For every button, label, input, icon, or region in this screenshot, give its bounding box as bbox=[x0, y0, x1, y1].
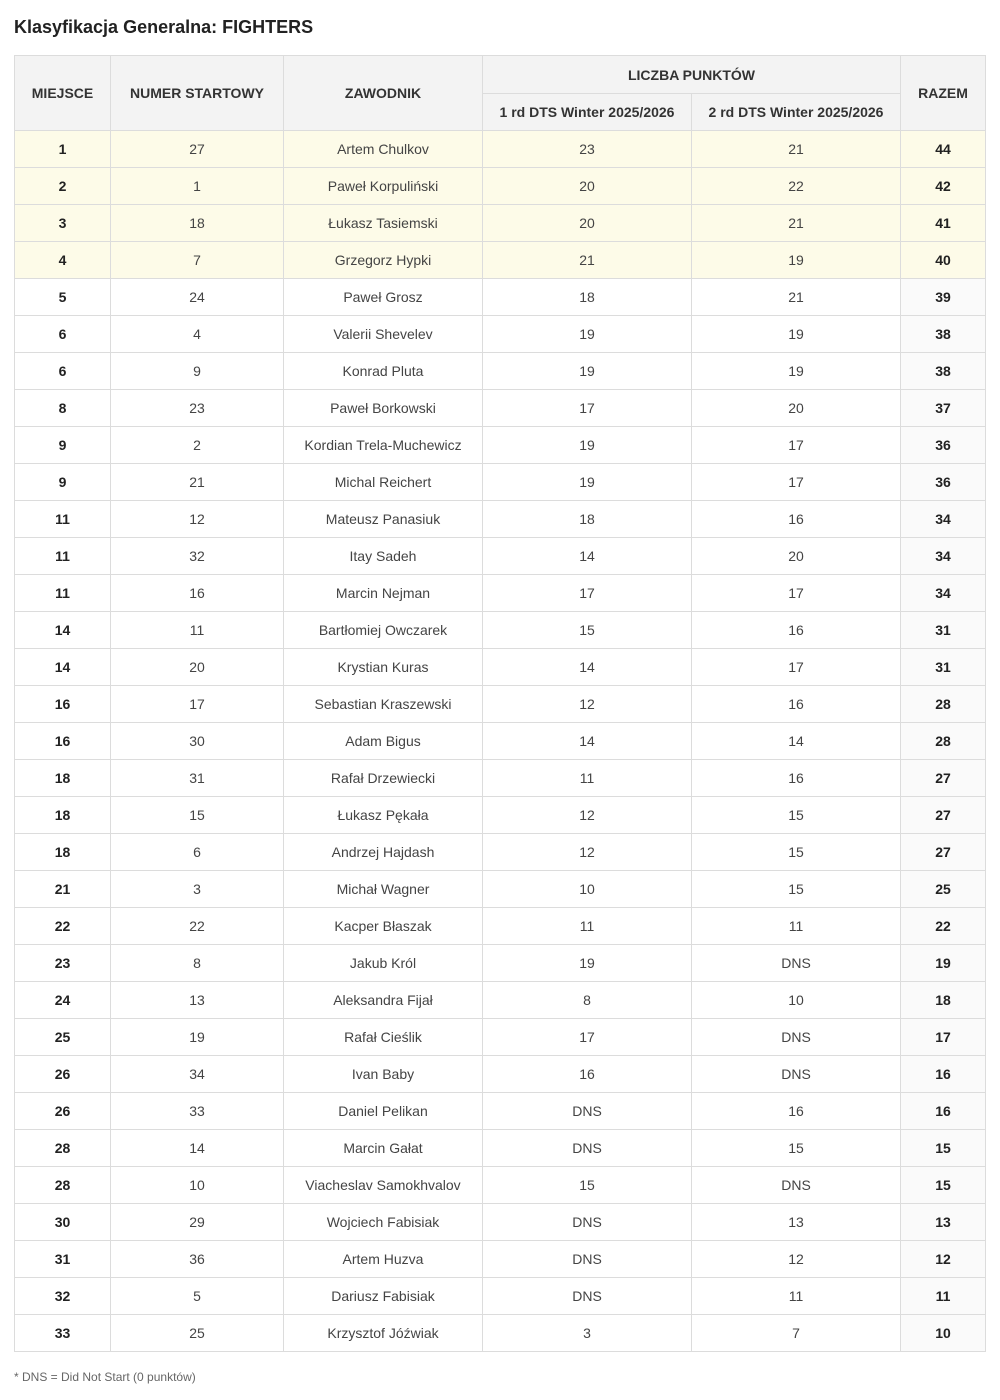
cell-place: 26 bbox=[15, 1056, 111, 1093]
cell-round1: 11 bbox=[483, 760, 692, 797]
cell-start-number: 5 bbox=[111, 1278, 284, 1315]
cell-round2: 20 bbox=[692, 390, 901, 427]
cell-round1: 17 bbox=[483, 575, 692, 612]
header-row bbox=[15, 56, 986, 94]
cell-competitor: Łukasz Pękała bbox=[284, 797, 483, 834]
table-row bbox=[15, 1241, 986, 1278]
cell-total: 25 bbox=[901, 871, 986, 908]
cell-place: 31 bbox=[15, 1241, 111, 1278]
cell-round1: 3 bbox=[483, 1315, 692, 1352]
cell-round1: 10 bbox=[483, 871, 692, 908]
table-row bbox=[15, 242, 986, 279]
cell-total: 27 bbox=[901, 834, 986, 871]
cell-competitor: Grzegorz Hypki bbox=[284, 242, 483, 279]
table-row bbox=[15, 686, 986, 723]
cell-start-number: 19 bbox=[111, 1019, 284, 1056]
cell-start-number: 24 bbox=[111, 279, 284, 316]
cell-total: 12 bbox=[901, 1241, 986, 1278]
cell-round1: 16 bbox=[483, 1056, 692, 1093]
cell-start-number: 29 bbox=[111, 1204, 284, 1241]
cell-competitor: Sebastian Kraszewski bbox=[284, 686, 483, 723]
cell-round2: 19 bbox=[692, 353, 901, 390]
cell-total: 22 bbox=[901, 908, 986, 945]
table-row bbox=[15, 427, 986, 464]
cell-round2: 16 bbox=[692, 501, 901, 538]
cell-place: 8 bbox=[15, 390, 111, 427]
cell-total: 34 bbox=[901, 538, 986, 575]
cell-round2: 15 bbox=[692, 834, 901, 871]
cell-competitor: Artem Huzva bbox=[284, 1241, 483, 1278]
cell-competitor: Michał Wagner bbox=[284, 871, 483, 908]
cell-round1: 12 bbox=[483, 834, 692, 871]
cell-start-number: 22 bbox=[111, 908, 284, 945]
cell-competitor: Rafał Cieślik bbox=[284, 1019, 483, 1056]
table-row bbox=[15, 834, 986, 871]
cell-place: 9 bbox=[15, 427, 111, 464]
cell-competitor: Marcin Nejman bbox=[284, 575, 483, 612]
cell-place: 22 bbox=[15, 908, 111, 945]
cell-place: 16 bbox=[15, 723, 111, 760]
table-row bbox=[15, 501, 986, 538]
table-row bbox=[15, 1130, 986, 1167]
cell-round2: 17 bbox=[692, 575, 901, 612]
cell-competitor: Krzysztof Jóźwiak bbox=[284, 1315, 483, 1352]
cell-start-number: 16 bbox=[111, 575, 284, 612]
cell-total: 10 bbox=[901, 1315, 986, 1352]
cell-round1: 19 bbox=[483, 945, 692, 982]
cell-place: 5 bbox=[15, 279, 111, 316]
table-row bbox=[15, 723, 986, 760]
cell-place: 33 bbox=[15, 1315, 111, 1352]
cell-start-number: 13 bbox=[111, 982, 284, 1019]
table-row bbox=[15, 1093, 986, 1130]
cell-round1: 21 bbox=[483, 242, 692, 279]
table-row bbox=[15, 205, 986, 242]
cell-start-number: 33 bbox=[111, 1093, 284, 1130]
table-row bbox=[15, 871, 986, 908]
cell-place: 11 bbox=[15, 501, 111, 538]
cell-place: 6 bbox=[15, 316, 111, 353]
cell-start-number: 32 bbox=[111, 538, 284, 575]
header-place: MIEJSCE bbox=[15, 56, 111, 131]
cell-total: 27 bbox=[901, 760, 986, 797]
cell-total: 18 bbox=[901, 982, 986, 1019]
table-row bbox=[15, 760, 986, 797]
cell-round2: 22 bbox=[692, 168, 901, 205]
cell-start-number: 6 bbox=[111, 834, 284, 871]
header-total: RAZEM bbox=[901, 56, 986, 131]
cell-competitor: Łukasz Tasiemski bbox=[284, 205, 483, 242]
cell-round1: 17 bbox=[483, 1019, 692, 1056]
header-start-number: NUMER STARTOWY bbox=[111, 56, 284, 131]
cell-round2: 12 bbox=[692, 1241, 901, 1278]
cell-competitor: Daniel Pelikan bbox=[284, 1093, 483, 1130]
cell-round2: 17 bbox=[692, 427, 901, 464]
cell-total: 36 bbox=[901, 464, 986, 501]
cell-start-number: 3 bbox=[111, 871, 284, 908]
cell-round2: 11 bbox=[692, 1278, 901, 1315]
cell-round2: 15 bbox=[692, 797, 901, 834]
cell-round2: DNS bbox=[692, 1056, 901, 1093]
cell-competitor: Kacper Błaszak bbox=[284, 908, 483, 945]
cell-competitor: Dariusz Fabisiak bbox=[284, 1278, 483, 1315]
cell-round2: 17 bbox=[692, 649, 901, 686]
cell-round1: 19 bbox=[483, 464, 692, 501]
cell-start-number: 23 bbox=[111, 390, 284, 427]
cell-start-number: 12 bbox=[111, 501, 284, 538]
cell-round1: DNS bbox=[483, 1093, 692, 1130]
cell-round1: 20 bbox=[483, 205, 692, 242]
cell-start-number: 15 bbox=[111, 797, 284, 834]
cell-round2: 21 bbox=[692, 205, 901, 242]
table-row bbox=[15, 1167, 986, 1204]
cell-round1: 11 bbox=[483, 908, 692, 945]
cell-round2: 16 bbox=[692, 612, 901, 649]
table-header bbox=[15, 56, 986, 131]
cell-total: 28 bbox=[901, 686, 986, 723]
cell-place: 11 bbox=[15, 538, 111, 575]
header-round1: 1 rd DTS Winter 2025/2026 bbox=[483, 94, 692, 131]
cell-round1: 18 bbox=[483, 501, 692, 538]
cell-total: 38 bbox=[901, 316, 986, 353]
cell-total: 39 bbox=[901, 279, 986, 316]
cell-total: 37 bbox=[901, 390, 986, 427]
table-row bbox=[15, 1204, 986, 1241]
cell-round2: 16 bbox=[692, 686, 901, 723]
cell-start-number: 31 bbox=[111, 760, 284, 797]
table-row bbox=[15, 649, 986, 686]
cell-start-number: 30 bbox=[111, 723, 284, 760]
cell-place: 18 bbox=[15, 834, 111, 871]
table-row bbox=[15, 316, 986, 353]
cell-round1: 19 bbox=[483, 316, 692, 353]
cell-start-number: 34 bbox=[111, 1056, 284, 1093]
table-row bbox=[15, 1315, 986, 1352]
cell-start-number: 7 bbox=[111, 242, 284, 279]
table-row bbox=[15, 353, 986, 390]
cell-total: 31 bbox=[901, 612, 986, 649]
cell-total: 16 bbox=[901, 1093, 986, 1130]
cell-round2: 21 bbox=[692, 279, 901, 316]
cell-round2: 14 bbox=[692, 723, 901, 760]
cell-competitor: Adam Bigus bbox=[284, 723, 483, 760]
cell-place: 9 bbox=[15, 464, 111, 501]
cell-total: 31 bbox=[901, 649, 986, 686]
cell-round1: 19 bbox=[483, 353, 692, 390]
cell-start-number: 10 bbox=[111, 1167, 284, 1204]
cell-competitor: Michal Reichert bbox=[284, 464, 483, 501]
cell-start-number: 8 bbox=[111, 945, 284, 982]
table-row bbox=[15, 1278, 986, 1315]
cell-start-number: 9 bbox=[111, 353, 284, 390]
cell-place: 1 bbox=[15, 131, 111, 168]
cell-competitor: Bartłomiej Owczarek bbox=[284, 612, 483, 649]
cell-competitor: Paweł Grosz bbox=[284, 279, 483, 316]
header-competitor: ZAWODNIK bbox=[284, 56, 483, 131]
cell-round1: 20 bbox=[483, 168, 692, 205]
cell-total: 27 bbox=[901, 797, 986, 834]
cell-round1: DNS bbox=[483, 1278, 692, 1315]
cell-start-number: 20 bbox=[111, 649, 284, 686]
cell-total: 34 bbox=[901, 575, 986, 612]
cell-place: 3 bbox=[15, 205, 111, 242]
table-row bbox=[15, 982, 986, 1019]
cell-place: 23 bbox=[15, 945, 111, 982]
cell-start-number: 2 bbox=[111, 427, 284, 464]
cell-round1: DNS bbox=[483, 1204, 692, 1241]
table-row bbox=[15, 575, 986, 612]
cell-round2: DNS bbox=[692, 1019, 901, 1056]
cell-total: 28 bbox=[901, 723, 986, 760]
cell-round1: 15 bbox=[483, 612, 692, 649]
cell-round2: 7 bbox=[692, 1315, 901, 1352]
cell-competitor: Ivan Baby bbox=[284, 1056, 483, 1093]
cell-total: 15 bbox=[901, 1167, 986, 1204]
cell-place: 30 bbox=[15, 1204, 111, 1241]
cell-round1: 15 bbox=[483, 1167, 692, 1204]
cell-place: 2 bbox=[15, 168, 111, 205]
cell-round2: 15 bbox=[692, 1130, 901, 1167]
cell-start-number: 1 bbox=[111, 168, 284, 205]
cell-start-number: 18 bbox=[111, 205, 284, 242]
cell-competitor: Artem Chulkov bbox=[284, 131, 483, 168]
cell-place: 18 bbox=[15, 760, 111, 797]
cell-start-number: 14 bbox=[111, 1130, 284, 1167]
table-row bbox=[15, 168, 986, 205]
cell-round1: DNS bbox=[483, 1130, 692, 1167]
cell-round1: 12 bbox=[483, 686, 692, 723]
cell-round1: 8 bbox=[483, 982, 692, 1019]
table-row bbox=[15, 464, 986, 501]
table-row bbox=[15, 279, 986, 316]
cell-place: 21 bbox=[15, 871, 111, 908]
cell-start-number: 17 bbox=[111, 686, 284, 723]
cell-round2: 11 bbox=[692, 908, 901, 945]
cell-round1: 12 bbox=[483, 797, 692, 834]
cell-place: 25 bbox=[15, 1019, 111, 1056]
footnote: * DNS = Did Not Start (0 punktów) bbox=[14, 1370, 196, 1384]
cell-round2: 19 bbox=[692, 316, 901, 353]
cell-round2: 19 bbox=[692, 242, 901, 279]
cell-competitor: Viacheslav Samokhvalov bbox=[284, 1167, 483, 1204]
cell-total: 15 bbox=[901, 1130, 986, 1167]
cell-total: 17 bbox=[901, 1019, 986, 1056]
cell-total: 11 bbox=[901, 1278, 986, 1315]
cell-place: 28 bbox=[15, 1130, 111, 1167]
table-row bbox=[15, 908, 986, 945]
header-points-group: LICZBA PUNKTÓW bbox=[483, 56, 901, 94]
cell-competitor: Kordian Trela-Muchewicz bbox=[284, 427, 483, 464]
table-row bbox=[15, 1019, 986, 1056]
cell-competitor: Mateusz Panasiuk bbox=[284, 501, 483, 538]
cell-competitor: Paweł Korpuliński bbox=[284, 168, 483, 205]
cell-place: 14 bbox=[15, 649, 111, 686]
cell-round1: 18 bbox=[483, 279, 692, 316]
cell-total: 41 bbox=[901, 205, 986, 242]
cell-competitor: Jakub Król bbox=[284, 945, 483, 982]
cell-start-number: 27 bbox=[111, 131, 284, 168]
cell-competitor: Krystian Kuras bbox=[284, 649, 483, 686]
cell-round2: 17 bbox=[692, 464, 901, 501]
table-body bbox=[15, 131, 986, 1352]
cell-total: 36 bbox=[901, 427, 986, 464]
cell-total: 19 bbox=[901, 945, 986, 982]
table-row bbox=[15, 538, 986, 575]
cell-round2: DNS bbox=[692, 945, 901, 982]
table-row bbox=[15, 945, 986, 982]
cell-start-number: 36 bbox=[111, 1241, 284, 1278]
cell-round1: 14 bbox=[483, 723, 692, 760]
cell-start-number: 4 bbox=[111, 316, 284, 353]
cell-competitor: Marcin Gałat bbox=[284, 1130, 483, 1167]
cell-round2: 20 bbox=[692, 538, 901, 575]
cell-place: 24 bbox=[15, 982, 111, 1019]
cell-round2: 16 bbox=[692, 1093, 901, 1130]
cell-competitor: Aleksandra Fijał bbox=[284, 982, 483, 1019]
cell-competitor: Konrad Pluta bbox=[284, 353, 483, 390]
cell-competitor: Wojciech Fabisiak bbox=[284, 1204, 483, 1241]
cell-total: 13 bbox=[901, 1204, 986, 1241]
cell-place: 14 bbox=[15, 612, 111, 649]
cell-round2: 10 bbox=[692, 982, 901, 1019]
cell-competitor: Andrzej Hajdash bbox=[284, 834, 483, 871]
cell-round1: 17 bbox=[483, 390, 692, 427]
cell-place: 26 bbox=[15, 1093, 111, 1130]
page-title: Klasyfikacja Generalna: FIGHTERS bbox=[14, 17, 314, 37]
cell-round1: 19 bbox=[483, 427, 692, 464]
cell-competitor: Itay Sadeh bbox=[284, 538, 483, 575]
cell-total: 42 bbox=[901, 168, 986, 205]
cell-round1: 14 bbox=[483, 649, 692, 686]
table-row bbox=[15, 612, 986, 649]
cell-place: 32 bbox=[15, 1278, 111, 1315]
table-row bbox=[15, 390, 986, 427]
cell-start-number: 21 bbox=[111, 464, 284, 501]
cell-round1: DNS bbox=[483, 1241, 692, 1278]
cell-place: 4 bbox=[15, 242, 111, 279]
cell-round2: DNS bbox=[692, 1167, 901, 1204]
cell-round2: 15 bbox=[692, 871, 901, 908]
cell-competitor: Paweł Borkowski bbox=[284, 390, 483, 427]
cell-place: 28 bbox=[15, 1167, 111, 1204]
cell-round2: 13 bbox=[692, 1204, 901, 1241]
cell-total: 34 bbox=[901, 501, 986, 538]
cell-total: 16 bbox=[901, 1056, 986, 1093]
standings-table bbox=[14, 55, 986, 1352]
cell-round1: 14 bbox=[483, 538, 692, 575]
cell-round1: 23 bbox=[483, 131, 692, 168]
table-row bbox=[15, 1056, 986, 1093]
header-round2: 2 rd DTS Winter 2025/2026 bbox=[692, 94, 901, 131]
cell-total: 38 bbox=[901, 353, 986, 390]
cell-place: 11 bbox=[15, 575, 111, 612]
cell-round2: 21 bbox=[692, 131, 901, 168]
cell-round2: 16 bbox=[692, 760, 901, 797]
cell-place: 18 bbox=[15, 797, 111, 834]
table-row bbox=[15, 797, 986, 834]
cell-start-number: 11 bbox=[111, 612, 284, 649]
cell-place: 16 bbox=[15, 686, 111, 723]
cell-start-number: 25 bbox=[111, 1315, 284, 1352]
table-row bbox=[15, 131, 986, 168]
cell-competitor: Rafał Drzewiecki bbox=[284, 760, 483, 797]
cell-total: 40 bbox=[901, 242, 986, 279]
cell-place: 6 bbox=[15, 353, 111, 390]
cell-total: 44 bbox=[901, 131, 986, 168]
cell-competitor: Valerii Shevelev bbox=[284, 316, 483, 353]
